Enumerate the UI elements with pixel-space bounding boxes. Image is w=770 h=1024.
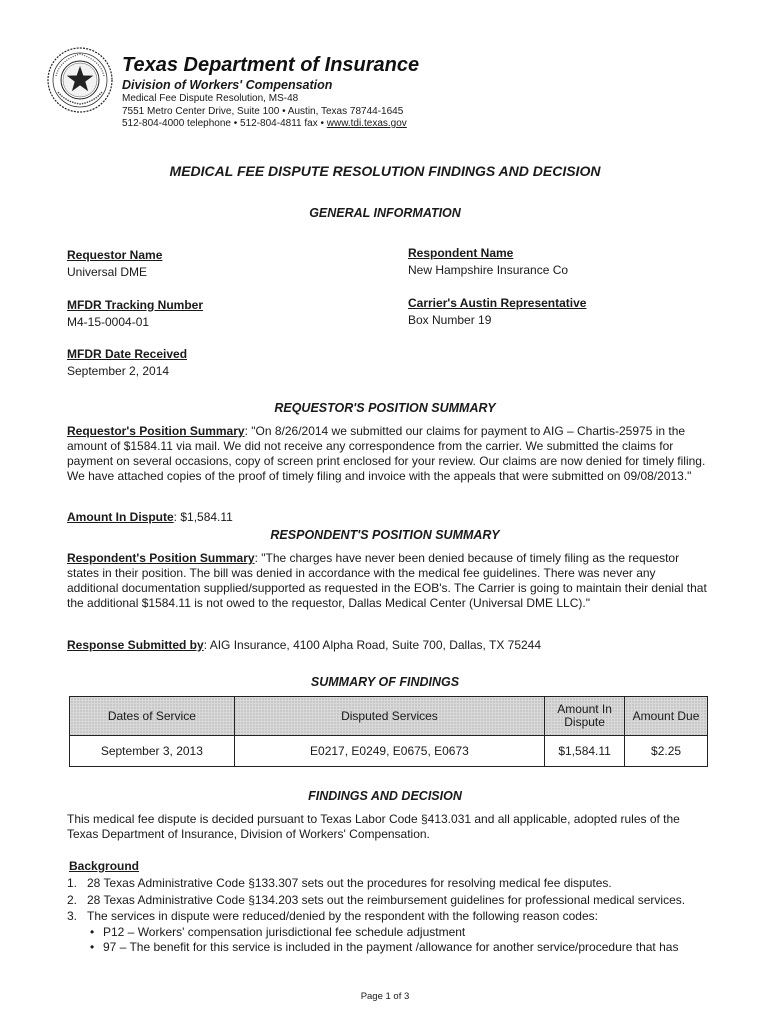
respondent-position-text: : "The charges have never been denied because of timely filing as the requestor states in their position. The bill was denied in accordance with the medical fee guidelines. There was never any additional documentation supplied/supported as requested in the EOB's. The Carrier is going to maintain their denial that the additional $1584.11 is not owed to the requestor, Dallas Medical Center (Universal DME LLC)." [67, 551, 707, 610]
requestor-position-summary [67, 424, 709, 484]
list-item [67, 893, 709, 909]
respondent-name-label: Respondent Name [408, 246, 514, 260]
requestor-position-label: Requestor's Position Summary [67, 424, 245, 438]
carrier-representative-label: Carrier's Austin Representative [408, 296, 587, 310]
reason-code-item [87, 925, 709, 941]
date-received-value: September 2, 2014 [67, 364, 170, 378]
amount-in-dispute-value: : $1,584.11 [173, 510, 233, 524]
column-header-services: Disputed Services [234, 697, 544, 736]
document-title: MEDICAL FEE DISPUTE RESOLUTION FINDINGS AND DECISION [169, 163, 601, 179]
phone-fax: 512-804-4000 telephone • 512-804-4811 fax • [122, 118, 327, 129]
list-item-text: 28 Texas Administrative Code §134.203 sets out the reimbursement guidelines for professional medical services. [87, 892, 686, 907]
general-information-heading: GENERAL INFORMATION [309, 206, 461, 220]
amount-in-dispute-label: Amount In Dispute [67, 510, 174, 524]
findings-and-decision-heading: FINDINGS AND DECISION [308, 789, 462, 803]
list-item-text: 28 Texas Administrative Code §133.307 sets out the procedures for resolving medical fee disputes. [87, 876, 612, 890]
tracking-number-field [67, 297, 203, 331]
date-received-label: MFDR Date Received [67, 347, 188, 361]
cell-date-of-service: September 3, 2013 [70, 736, 235, 767]
column-header-amount-in-dispute: Amount In Dispute [545, 697, 625, 736]
texas-seal-icon [46, 46, 114, 114]
requestor-position-text: : "On 8/26/2014 we submitted our claims for payment to AIG – Chartis-25975 in the amount of $1584.11 via mail. We did not receive any correspondence from the carrier. We submitted the claims for payment on several occasions, copy of screen print enclosed for your review. Our claims are now denied for timely filing. We have attached copies of the proof of timely filing and invoice with the appeals that were submitted on 09/08/2013." [67, 424, 706, 483]
list-number: 2. [67, 892, 78, 907]
letterhead [122, 54, 722, 131]
column-header-amount-due: Amount Due [625, 697, 708, 736]
list-number: 3. [67, 909, 78, 923]
address-line-2: 7551 Metro Center Drive, Suite 100 • Austin, Texas 78744-1645 [122, 105, 404, 117]
cell-disputed-services: E0217, E0249, E0675, E0673 [234, 736, 544, 767]
address-line-1: Medical Fee Dispute Resolution, MS-48 [122, 93, 299, 104]
requestor-name-value: Universal DME [67, 265, 148, 279]
reason-code-text: P12 – Workers' compensation jurisdictional fee schedule adjustment [103, 924, 466, 939]
respondent-position-heading: RESPONDENT'S POSITION SUMMARY [270, 528, 500, 542]
findings-intro: This medical fee dispute is decided pursuant to Texas Labor Code §413.031 and all applicable, adopted rules of the Texas Department of Insurance, Division of Workers' Compensation. [67, 812, 680, 841]
contact-line [122, 118, 722, 131]
respondent-name-field [408, 245, 568, 279]
cell-amount-in-dispute: $1,584.11 [545, 736, 625, 767]
background-list [67, 876, 709, 957]
list-item [67, 909, 709, 956]
reason-code-text: 97 – The benefit for this service is included in the payment /allowance for another service/procedure that has [103, 940, 679, 954]
agency-division: Division of Workers' Compensation [122, 78, 333, 92]
findings-header-row [70, 697, 708, 736]
date-received-field [67, 346, 187, 380]
column-header-dates: Dates of Service [70, 697, 235, 736]
respondent-name-value: New Hampshire Insurance Co [408, 263, 569, 277]
list-item [67, 876, 709, 892]
carrier-representative-field [408, 295, 586, 329]
background-heading: Background [69, 859, 140, 873]
response-submitted-label: Response Submitted by [67, 638, 204, 652]
response-submitted-by [67, 638, 709, 653]
requestor-name-label: Requestor Name [67, 248, 163, 262]
respondent-position-label: Respondent's Position Summary [67, 551, 255, 565]
bullet-icon: • [90, 924, 95, 939]
list-number: 1. [67, 876, 78, 890]
website-link[interactable]: www.tdi.texas.gov [326, 118, 407, 129]
agency-name: Texas Department of Insurance [122, 54, 420, 76]
respondent-position-summary [67, 551, 709, 611]
reason-code-item [87, 940, 709, 956]
tracking-number-label: MFDR Tracking Number [67, 298, 204, 312]
table-row [70, 736, 708, 767]
summary-of-findings-heading: SUMMARY OF FINDINGS [310, 675, 460, 689]
tracking-number-value: M4-15-0004-01 [67, 315, 150, 329]
requestor-position-heading: REQUESTOR'S POSITION SUMMARY [274, 401, 496, 415]
response-submitted-value: : AIG Insurance, 4100 Alpha Road, Suite 700, Dallas, TX 75244 [203, 638, 542, 652]
page-number: Page 1 of 3 [360, 991, 410, 1002]
reason-codes-list [87, 925, 709, 956]
bullet-icon: • [90, 940, 95, 954]
list-item-text: The services in dispute were reduced/denied by the respondent with the following reason codes: [87, 909, 598, 923]
findings-table [69, 696, 708, 767]
carrier-representative-value: Box Number 19 [408, 313, 492, 327]
cell-amount-due: $2.25 [625, 736, 708, 767]
amount-in-dispute [67, 510, 709, 525]
requestor-name-field [67, 247, 162, 281]
